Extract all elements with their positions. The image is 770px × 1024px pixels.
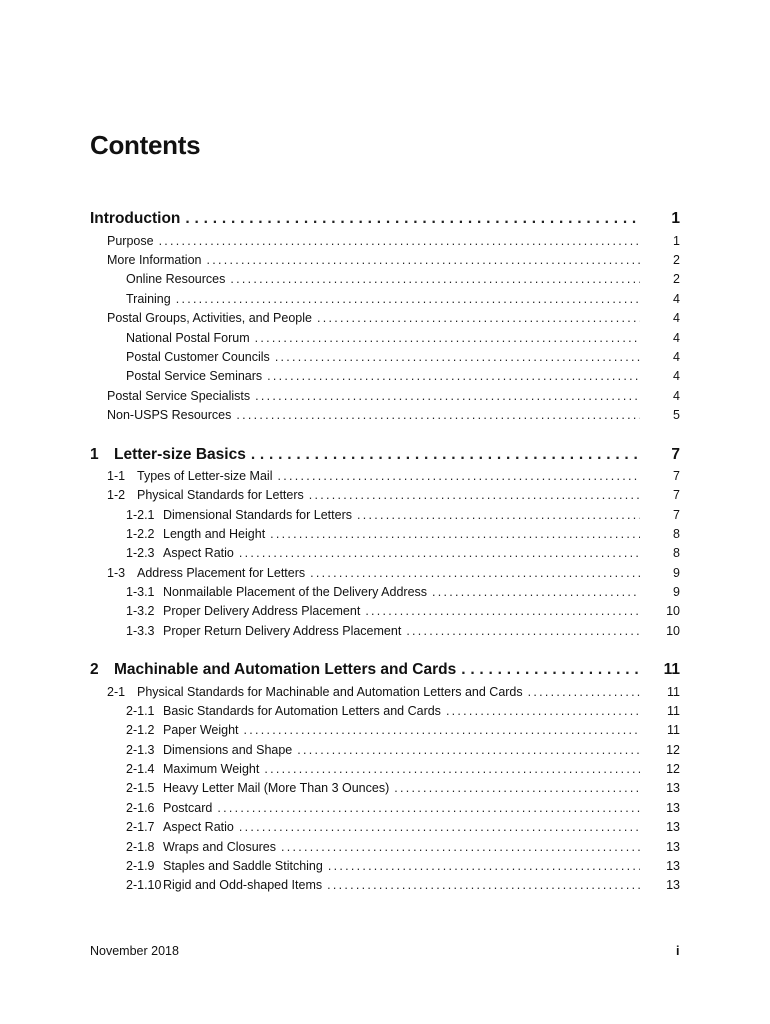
- toc-dot-leader: [264, 762, 640, 776]
- toc-entry-level-3[interactable]: [126, 878, 680, 894]
- toc-entry-page-number: 10: [666, 604, 680, 618]
- toc-dot-leader: [328, 859, 640, 873]
- toc-entry-page-number: 4: [673, 292, 680, 306]
- toc-entry-level-3[interactable]: [126, 723, 680, 739]
- toc-entry-title: Dimensions and Shape: [163, 743, 293, 757]
- toc-entry-page-number: 2: [673, 272, 680, 286]
- toc-entry-number: 1-2: [107, 488, 126, 502]
- toc-entry-level-3[interactable]: [126, 704, 680, 720]
- toc-entry-level-3[interactable]: [126, 369, 680, 385]
- toc-entry-level-2[interactable]: [107, 253, 680, 269]
- toc-entry-title: Aspect Ratio: [163, 546, 234, 560]
- toc-entry-page-number: 13: [666, 801, 680, 815]
- toc-entry-level-3[interactable]: [126, 801, 680, 817]
- toc-entry-page-number: 4: [673, 350, 680, 364]
- toc-entry-title: Introduction: [90, 210, 181, 227]
- toc-entry-page-number: 1: [671, 210, 680, 227]
- toc-dot-leader: [281, 840, 640, 854]
- toc-entry-number: 1-2.3: [126, 546, 155, 560]
- toc-entry-level-3[interactable]: [126, 585, 680, 601]
- toc-entry-title: Types of Letter-size Mail: [137, 469, 273, 483]
- toc-entry-number: 2-1.9: [126, 859, 155, 873]
- toc-entry-number: 2: [90, 661, 99, 678]
- toc-dot-leader: [461, 661, 640, 679]
- toc-dot-leader: [217, 801, 640, 815]
- toc-entry-page-number: 13: [666, 820, 680, 834]
- toc-entry-level-3[interactable]: [126, 820, 680, 836]
- toc-entry-page-number: 7: [673, 488, 680, 502]
- toc-entry-number: 1-3.3: [126, 624, 155, 638]
- toc-entry-page-number: 10: [666, 624, 680, 638]
- toc-entry-title: Maximum Weight: [163, 762, 260, 776]
- toc-entry-title: Proper Delivery Address Placement: [163, 604, 361, 618]
- toc-entry-page-number: 5: [673, 408, 680, 422]
- toc-entry-page-number: 4: [673, 369, 680, 383]
- toc-dot-leader: [406, 624, 640, 638]
- toc-entry-page-number: 2: [673, 253, 680, 267]
- toc-dot-leader: [267, 369, 640, 383]
- toc-entry-title: Aspect Ratio: [163, 820, 234, 834]
- toc-dot-leader: [446, 704, 640, 718]
- toc-entry-page-number: 9: [673, 585, 680, 599]
- toc-entry-level-3[interactable]: [126, 624, 680, 640]
- toc-entry-level-3[interactable]: [126, 292, 680, 308]
- toc-dot-leader: [206, 253, 640, 267]
- toc-dot-leader: [394, 781, 640, 795]
- toc-entry-title: Physical Standards for Machinable and Automation Letters and Cards: [137, 685, 523, 699]
- toc-entry-number: 1: [90, 446, 99, 463]
- footer-page-number: i: [676, 944, 680, 958]
- toc-entry-number: 1-2.1: [126, 508, 155, 522]
- toc-entry-level-3[interactable]: [126, 840, 680, 856]
- toc-entry-title: Letter-size Basics: [114, 446, 246, 463]
- toc-entry-page-number: 11: [667, 723, 680, 737]
- toc-entry-number: 1-3.1: [126, 585, 155, 599]
- toc-entry-level-3[interactable]: [126, 546, 680, 562]
- toc-entry-title: National Postal Forum: [126, 331, 250, 345]
- toc-entry-title: Postcard: [163, 801, 213, 815]
- toc-entry-page-number: 13: [666, 840, 680, 854]
- toc-dot-leader: [357, 508, 640, 522]
- toc-dot-leader: [365, 604, 640, 618]
- toc-entry-level-3[interactable]: [126, 604, 680, 620]
- toc-dot-leader: [327, 878, 640, 892]
- toc-entry-level-2[interactable]: [107, 685, 680, 701]
- toc-entry-level-3[interactable]: [126, 527, 680, 543]
- toc-dot-leader: [297, 743, 640, 757]
- toc-dot-leader: [270, 527, 640, 541]
- toc-entry-page-number: 11: [667, 704, 680, 718]
- toc-entry-level-2[interactable]: [107, 566, 680, 582]
- toc-entry-level-3[interactable]: [126, 331, 680, 347]
- toc-entry-page-number: 13: [666, 878, 680, 892]
- toc-entry-level-2[interactable]: [107, 469, 680, 485]
- toc-entry-title: Length and Height: [163, 527, 266, 541]
- toc-entry-page-number: 4: [673, 311, 680, 325]
- toc-entry-title: Purpose: [107, 234, 154, 248]
- toc-entry-level-3[interactable]: [126, 781, 680, 797]
- toc-dot-leader: [432, 585, 640, 599]
- toc-entry-title: Non-USPS Resources: [107, 408, 232, 422]
- toc-entry-title: Rigid and Odd-shaped Items: [163, 878, 323, 892]
- toc-entry-page-number: 11: [663, 661, 680, 678]
- toc-entry-page-number: 13: [666, 781, 680, 795]
- toc-dot-leader: [230, 272, 640, 286]
- toc-entry-title: Postal Service Seminars: [126, 369, 263, 383]
- toc-entry-level-3[interactable]: [126, 350, 680, 366]
- toc-dot-leader: [317, 311, 640, 325]
- toc-entry-page-number: 7: [673, 469, 680, 483]
- toc-dot-leader: [239, 820, 640, 834]
- toc-entry-level-2[interactable]: [107, 389, 680, 405]
- toc-entry-page-number: 12: [666, 743, 680, 757]
- toc-entry-level-1[interactable]: [90, 446, 680, 466]
- toc-entry-page-number: 11: [667, 685, 680, 699]
- toc-entry-number: 1-1: [107, 469, 126, 483]
- toc-entry-title: Proper Return Delivery Address Placement: [163, 624, 402, 638]
- toc-entry-number: 2-1.3: [126, 743, 155, 757]
- toc-entry-level-3[interactable]: [126, 272, 680, 288]
- toc-entry-title: Training: [126, 292, 171, 306]
- toc-entry-title: Postal Service Specialists: [107, 389, 251, 403]
- toc-dot-leader: [159, 234, 640, 248]
- toc-entry-title: Machinable and Automation Letters and Cards: [114, 661, 457, 678]
- page-title: Contents: [90, 130, 201, 160]
- toc-entry-page-number: 8: [673, 546, 680, 560]
- toc-dot-leader: [277, 469, 640, 483]
- toc-entry-level-3[interactable]: [126, 743, 680, 759]
- toc-dot-leader: [236, 408, 640, 422]
- toc-entry-page-number: 4: [673, 389, 680, 403]
- toc-entry-title: More Information: [107, 253, 202, 267]
- toc-dot-leader: [185, 210, 640, 228]
- toc-entry-number: 2-1.4: [126, 762, 155, 776]
- toc-entry-level-3[interactable]: [126, 859, 680, 875]
- toc-dot-leader: [176, 292, 640, 306]
- toc-entry-title: Dimensional Standards for Letters: [163, 508, 352, 522]
- toc-entry-level-3[interactable]: [126, 508, 680, 524]
- toc-entry-page-number: 1: [673, 234, 680, 248]
- toc-entry-page-number: 4: [673, 331, 680, 345]
- toc-entry-level-3[interactable]: [126, 762, 680, 778]
- toc-entry-page-number: 9: [673, 566, 680, 580]
- footer-date: November 2018: [90, 944, 179, 958]
- toc-entry-number: 2-1.10: [126, 878, 162, 892]
- toc-entry-number: 2-1.2: [126, 723, 155, 737]
- toc-entry-page-number: 7: [673, 508, 680, 522]
- toc-entry-number: 2-1.5: [126, 781, 155, 795]
- toc-entry-title: Postal Customer Councils: [126, 350, 270, 364]
- toc-entry-page-number: 13: [666, 859, 680, 873]
- toc-entry-level-2[interactable]: [107, 408, 680, 424]
- toc-entry-level-1[interactable]: [90, 661, 680, 681]
- toc-dot-leader: [251, 446, 640, 464]
- toc-entry-number: 2-1.1: [126, 704, 155, 718]
- toc-entry-level-2[interactable]: [107, 488, 680, 504]
- toc-entry-title: Staples and Saddle Stitching: [163, 859, 323, 873]
- toc-entry-title: Wraps and Closures: [163, 840, 277, 854]
- toc-entry-title: Paper Weight: [163, 723, 239, 737]
- toc-entry-number: 2-1.8: [126, 840, 155, 854]
- toc-entry-title: Address Placement for Letters: [137, 566, 306, 580]
- toc-entry-number: 1-3: [107, 566, 126, 580]
- toc-entry-level-1[interactable]: [90, 210, 680, 230]
- toc-dot-leader: [244, 723, 640, 737]
- toc-dot-leader: [275, 350, 640, 364]
- toc-entry-number: 2-1.7: [126, 820, 155, 834]
- toc-dot-leader: [310, 566, 640, 580]
- toc-entry-title: Basic Standards for Automation Letters and Cards: [163, 704, 441, 718]
- toc-entry-number: 1-3.2: [126, 604, 155, 618]
- toc-entry-title: Physical Standards for Letters: [137, 488, 304, 502]
- toc-dot-leader: [255, 331, 640, 345]
- toc-entry-title: Heavy Letter Mail (More Than 3 Ounces): [163, 781, 390, 795]
- toc-entry-title: Online Resources: [126, 272, 226, 286]
- toc-entry-page-number: 8: [673, 527, 680, 541]
- toc-entry-number: 2-1.6: [126, 801, 155, 815]
- toc-entry-number: 1-2.2: [126, 527, 155, 541]
- toc-dot-leader: [239, 546, 640, 560]
- toc-entry-page-number: 7: [671, 446, 680, 463]
- toc-entry-page-number: 12: [666, 762, 680, 776]
- toc-dot-leader: [309, 488, 640, 502]
- toc-dot-leader: [255, 389, 640, 403]
- toc-entry-title: Nonmailable Placement of the Delivery Address: [163, 585, 428, 599]
- toc-entry-number: 2-1: [107, 685, 126, 699]
- toc-entry-level-2[interactable]: [107, 234, 680, 250]
- toc-entry-title: Postal Groups, Activities, and People: [107, 311, 312, 325]
- toc-entry-level-2[interactable]: [107, 311, 680, 327]
